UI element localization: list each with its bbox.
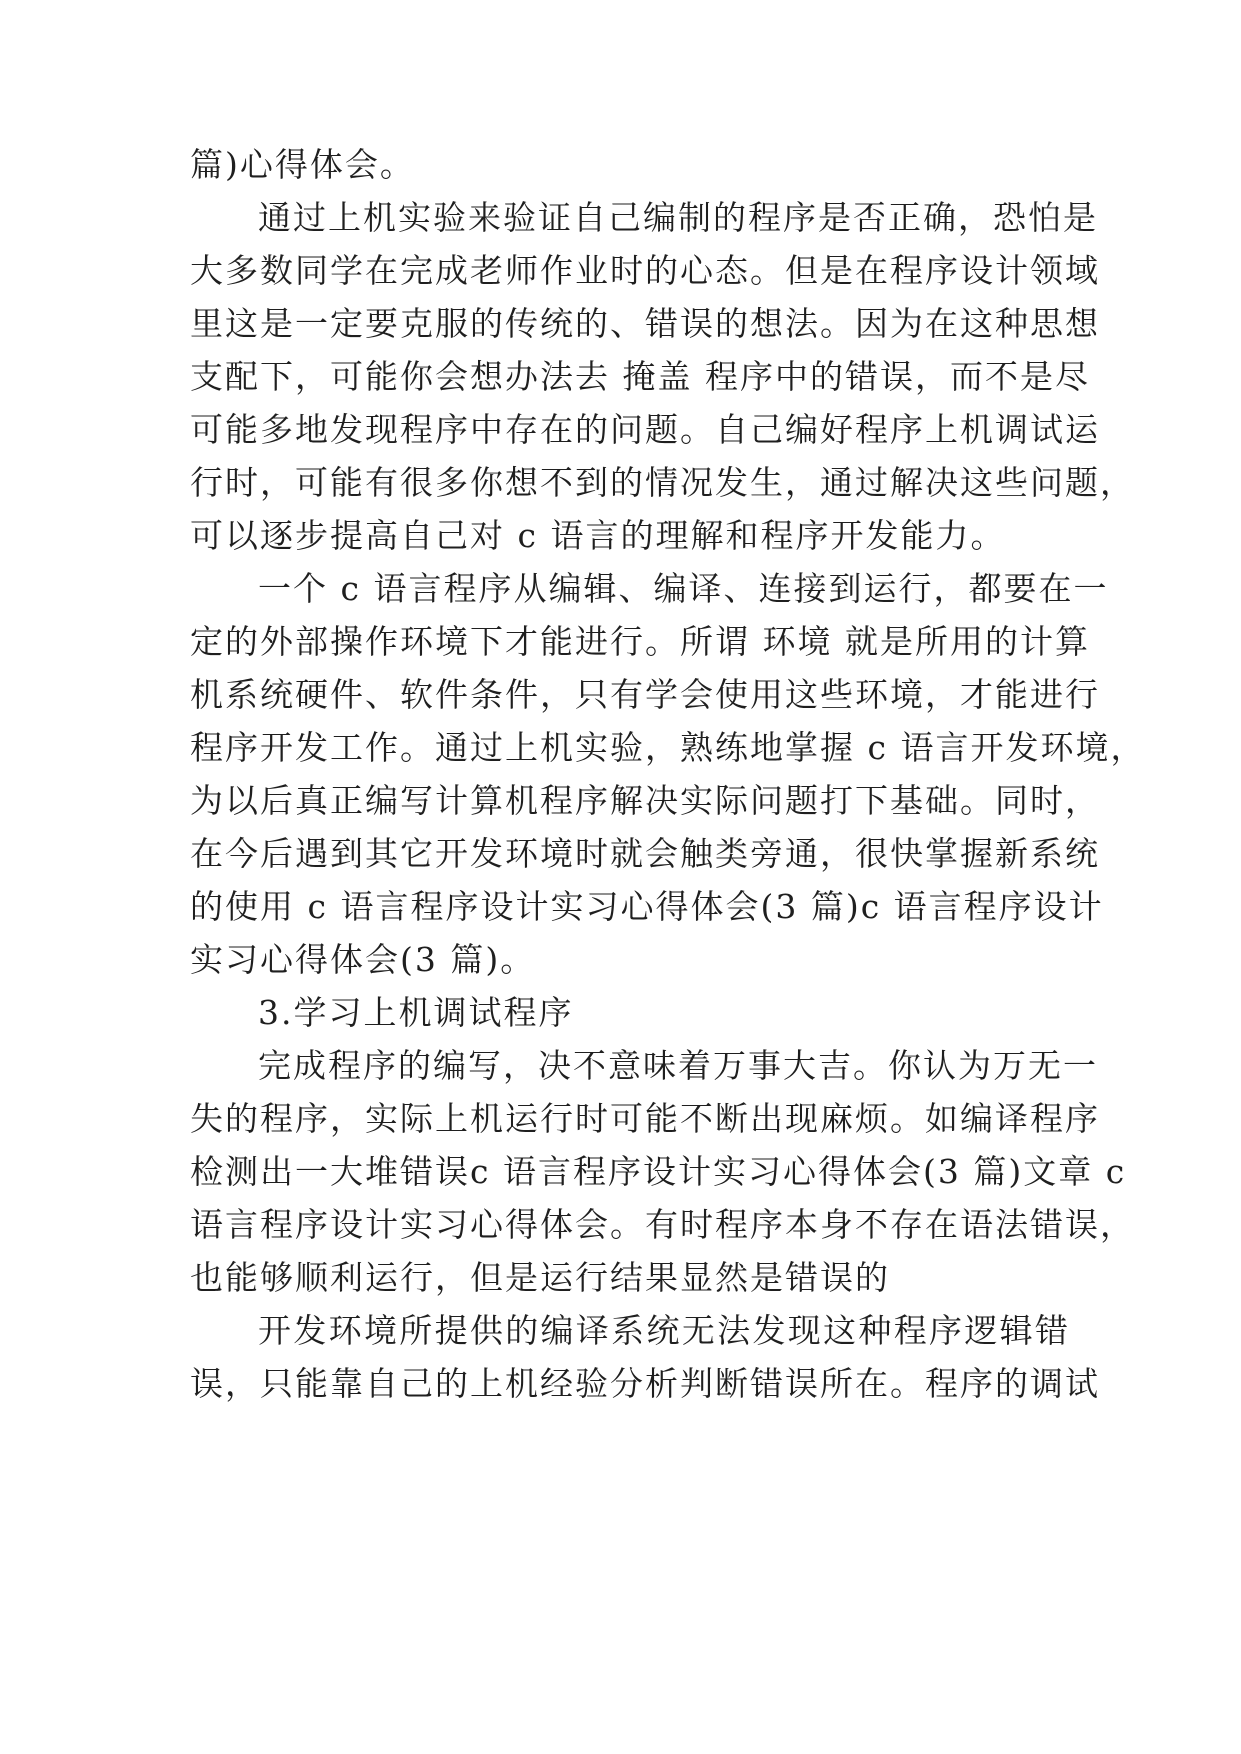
text-line: 里这是一定要克服的传统的、错误的想法。因为在这种思想 xyxy=(190,304,1100,343)
text-line: 检测出一大堆错误c 语言程序设计实习心得体会(3 篇)文章 c xyxy=(190,1152,1127,1191)
text-line: 误，只能靠自己的上机经验分析判断错误所在。程序的调试 xyxy=(190,1364,1100,1403)
text-line: 的使用 c 语言程序设计实习心得体会(3 篇)c 语言程序设计 xyxy=(190,887,1104,926)
text-line: 机系统硬件、软件条件，只有学会使用这些环境，才能进行 xyxy=(190,675,1100,714)
text-line: 也能够顺利运行，但是运行结果显然是错误的 xyxy=(190,1258,890,1297)
paragraph-first-line: 完成程序的编写，决不意味着万事大吉。你认为万无一 xyxy=(258,1046,1098,1085)
text-line: 失的程序，实际上机运行时可能不断出现麻烦。如编译程序 xyxy=(190,1099,1100,1138)
text-line: 可能多地发现程序中存在的问题。自己编好程序上机调试运 xyxy=(190,410,1100,449)
paragraph-first-line: 一个 c 语言程序从编辑、编译、连接到运行，都要在一 xyxy=(258,569,1109,608)
text-line: 支配下，可能你会想办法去 掩盖 程序中的错误，而不是尽 xyxy=(190,357,1090,396)
section-heading: 3.学习上机调试程序 xyxy=(258,993,574,1032)
paragraph-first-line: 通过上机实验来验证自己编制的程序是否正确，恐怕是 xyxy=(258,198,1098,237)
text-line: 实习心得体会(3 篇)。 xyxy=(190,940,536,979)
text-line: 语言程序设计实习心得体会。有时程序本身不存在语法错误， xyxy=(190,1205,1135,1244)
text-line: 程序开发工作。通过上机实验，熟练地掌握 c 语言开发环境， xyxy=(190,728,1146,767)
text-line: 在今后遇到其它开发环境时就会触类旁通，很快掌握新系统 xyxy=(190,834,1100,873)
text-line: 篇)心得体会。 xyxy=(190,145,415,184)
text-line: 可以逐步提高自己对 c 语言的理解和程序开发能力。 xyxy=(190,516,1006,555)
text-line: 为以后真正编写计算机程序解决实际问题打下基础。同时， xyxy=(190,781,1100,820)
paragraph-first-line: 开发环境所提供的编译系统无法发现这种程序逻辑错 xyxy=(258,1311,1070,1350)
text-line: 行时，可能有很多你想不到的情况发生，通过解决这些问题， xyxy=(190,463,1135,502)
text-line: 定的外部操作环境下才能进行。所谓 环境 就是所用的计算 xyxy=(190,622,1090,661)
text-line: 大多数同学在完成老师作业时的心态。但是在程序设计领域 xyxy=(190,251,1100,290)
